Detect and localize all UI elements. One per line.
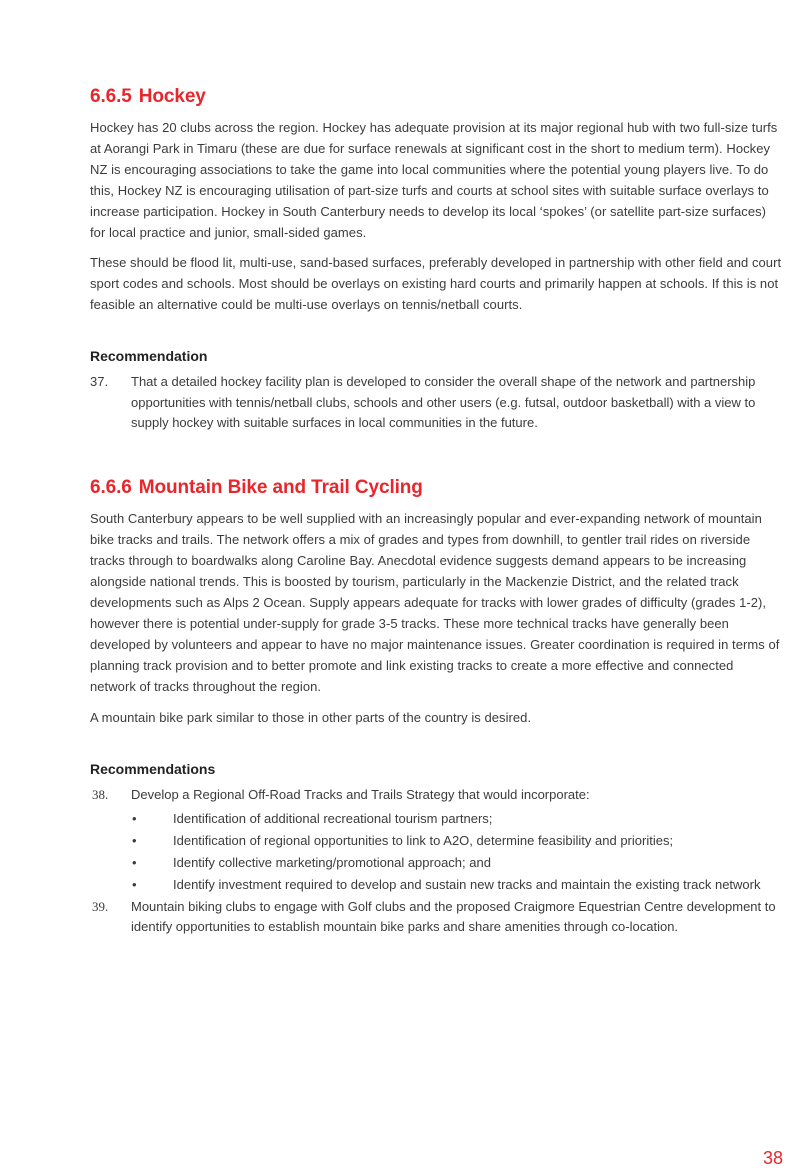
recommendation-number: 39. — [92, 898, 109, 914]
list-item — [131, 831, 782, 851]
bullet-icon: • — [132, 876, 137, 892]
hockey-paragraph-2: These should be flood lit, multi-use, sand-based surfaces, preferably developed in partnership with other field and court sport codes and schools. Most should be overlays on existing hard courts and primarily happen at schools. If this is not feasible an alternative could be multi-use overlays on tennis/netball courts. — [90, 255, 782, 313]
section-title: Mountain Bike and Trail Cycling — [138, 477, 423, 499]
bullet-icon: • — [132, 810, 137, 826]
bullet-text: Identify collective marketing/promotional approach; and — [173, 854, 491, 870]
section-mountain-bike — [90, 477, 782, 937]
recommendation-item-39 — [90, 897, 782, 938]
recommendation-text: Develop a Regional Off-Road Tracks and Trails Strategy that would incorporate: — [131, 787, 590, 803]
section-number: 6.6.6 — [90, 477, 132, 499]
section-heading-mountain-bike — [90, 477, 782, 499]
page-number: 38 — [762, 1148, 783, 1168]
recommendation-number: 38. — [92, 787, 109, 803]
document-page — [90, 86, 782, 938]
recommendation-text: That a detailed hockey facility plan is developed to consider the overall shape of the network and partnership opportunities with tennis/netball clubs, schools and other users (e.g. futsal, outdoor basketball) with a view to supply hockey with suitable surfaces in local communities in the future. — [131, 374, 756, 430]
bullet-text: Identify investment required to develop and sustain new tracks and maintain the existing track network — [173, 876, 761, 892]
section-hockey — [90, 86, 782, 433]
bullet-icon: • — [132, 854, 137, 870]
section-number: 6.6.5 — [90, 86, 132, 107]
bullet-text: Identification of additional recreational tourism partners; — [173, 810, 493, 826]
hockey-paragraph-1: Hockey has 20 clubs across the region. Hockey has adequate provision at its major regional hub with two full-size turfs at Aorangi Park in Timaru (these are due for surface renewals at significant cost in the short to medium term). Hockey NZ is encouraging associations to take the game into local communities where the potential young players live. To do this, Hockey NZ is encouraging utilisation of part-size turfs and courts at school sites with suitable surface overlays to increase participation. Hockey in South Canterbury needs to develop its local ‘spokes’ (or satellite part-size surfaces) for local practice and junior, small-sided games. — [90, 120, 778, 240]
section-title: Hockey — [138, 86, 206, 107]
recommendation-text: Mountain biking clubs to engage with Golf clubs and the proposed Craigmore Equestrian Centre development to identify opportunities to establish mountain bike parks and share amenities through co-location. — [131, 898, 776, 935]
bullet-text: Identification of regional opportunities to link to A2O, determine feasibility and priorities; — [173, 832, 674, 848]
list-item — [131, 875, 782, 895]
recommendation-item-37 — [90, 372, 782, 433]
recommendation-item-38 — [90, 785, 782, 805]
bullet-icon: • — [132, 832, 137, 848]
recommendation-number: 37. — [90, 374, 109, 390]
mtb-paragraph-2: A mountain bike park similar to those in other parts of the country is desired. — [90, 709, 532, 725]
mtb-paragraph-1: South Canterbury appears to be well supplied with an increasingly popular and ever-expanding network of mountain bike tracks and trails. The network offers a mix of grades and types from downhill, to gentler trail rides on riverside tracks through to boardwalks along Caroline Bay. Anecdotal evidence suggests demand appears to be increasing alongside national trends. This is boosted by tourism, particularly in the Mackenzie District, and the related track developments such as Alps 2 Ocean. Supply appears adequate for tracks with lower grades of difficulty (grades 1-2), however there is potential under-supply for grade 3-5 tracks. These more technical tracks have generally been developed by volunteers and appear to have no major maintenance issues. Greater coordination is required in terms of planning track provision and to better promote and link existing tracks to create a more effective and connected network of tracks throughout the region. — [90, 511, 780, 694]
recommendation-38-bullets — [90, 809, 782, 895]
section-heading-hockey — [90, 86, 782, 108]
list-item — [131, 853, 782, 873]
recommendation-heading: Recommendation — [90, 348, 208, 365]
recommendations-heading: Recommendations — [90, 761, 216, 778]
list-item — [131, 809, 782, 829]
